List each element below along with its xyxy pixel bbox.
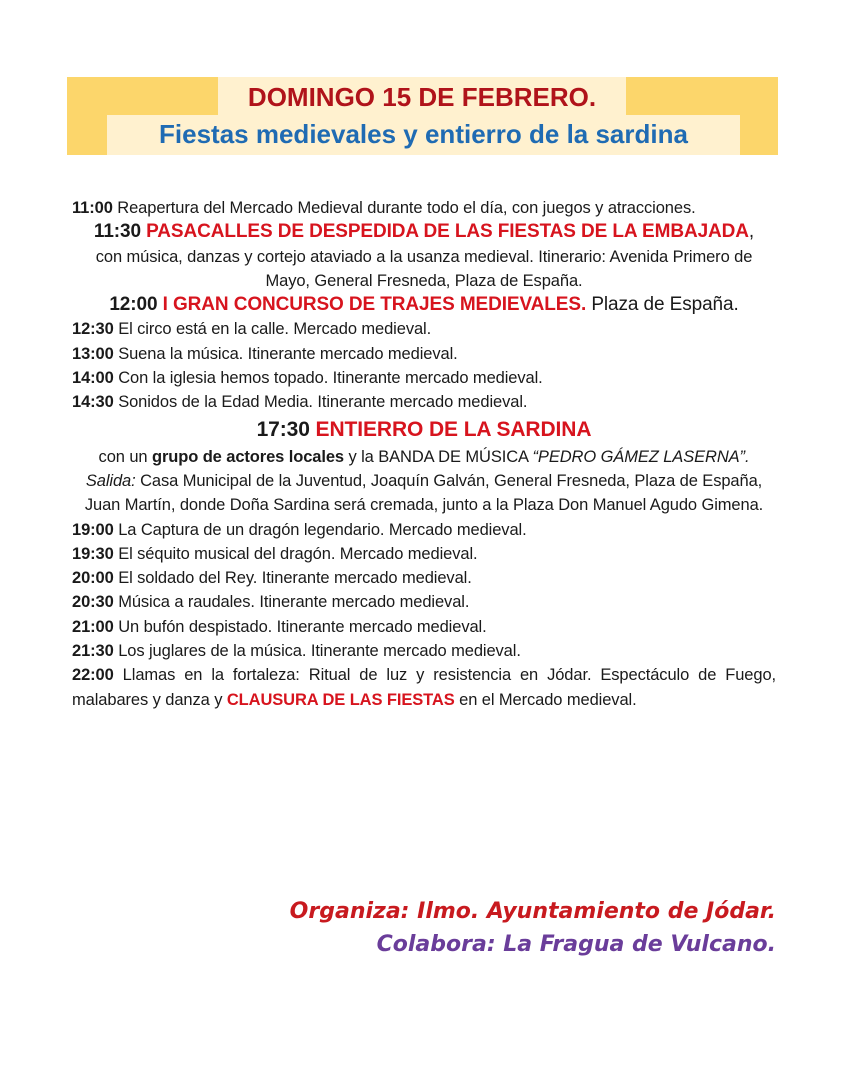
schedule-item: 22:00 Llamas en la fortaleza: Ritual de luz y resistencia en Jódar. Espectáculo de Fuego, malabares y danza y CLAUSURA DE LAS FIESTAS en el Mercado medieval. xyxy=(72,666,777,709)
credits xyxy=(290,895,776,961)
event-highlight: CLAUSURA DE LAS FIESTAS xyxy=(226,690,455,709)
schedule-item: 14:30 Sonidos de la Edad Media. Itinerante mercado medieval. xyxy=(72,393,528,412)
schedule-item: 21:30 Los juglares de la música. Itinerante mercado medieval. xyxy=(72,642,521,661)
schedule-item: 14:00 Con la iglesia hemos topado. Itinerante mercado medieval. xyxy=(72,369,543,388)
schedule-item: 11:00 Reapertura del Mercado Medieval durante todo el día, con juegos y atracciones. xyxy=(72,199,696,217)
event-highlight: I GRAN CONCURSO DE TRAJES MEDIEVALES. xyxy=(162,294,587,316)
event-highlight: PASACALLES DE DESPEDIDA DE LAS FIESTAS DE LA EMBAJADA xyxy=(146,221,749,243)
schedule-item: 20:00 El soldado del Rey. Itinerante mercado medieval. xyxy=(72,569,472,588)
schedule-item: 19:00 La Captura de un dragón legendario. Mercado medieval. xyxy=(72,520,527,539)
collaborator-credit: Colabora: La Fragua de Vulcano. xyxy=(376,932,776,957)
schedule-item-detail: con un grupo de actores locales y la BANDA DE MÚSICA “PEDRO GÁMEZ LASERNA”. Salida: Casa Municipal de la Juventud, Joaquín Galván, General Fresneda, Plaza de España, Juan Martín, donde Doña Sardina será cremada, junto a la Plaza Don Manuel Agudo Gimena. xyxy=(84,447,764,515)
schedule-item-detail: con música, danzas y cortejo ataviado a la usanza medieval. Itinerario: Avenida Primero de Mayo, General Fresneda, Plaza de España. xyxy=(95,247,753,290)
schedule-item: 19:30 El séquito musical del dragón. Mercado medieval. xyxy=(72,544,478,563)
schedule-item-heading: 17:30 ENTIERRO DE LA SARDINA xyxy=(256,417,592,441)
schedule xyxy=(72,196,776,712)
schedule-item: 21:00 Un bufón despistado. Itinerante mercado medieval. xyxy=(72,617,487,636)
schedule-item: 13:00 Suena la música. Itinerante mercado medieval. xyxy=(72,344,458,363)
time: 11:00 xyxy=(72,199,113,217)
event-highlight: ENTIERRO DE LA SARDINA xyxy=(315,417,592,441)
schedule-item: 20:30 Música a raudales. Itinerante mercado medieval. xyxy=(72,593,470,612)
organizer-credit: Organiza: Ilmo. Ayuntamiento de Jódar. xyxy=(289,899,776,924)
page-subtitle: Fiestas medievales y entierro de la sardina xyxy=(107,115,740,155)
schedule-item: 12:30 El circo está en la calle. Mercado medieval. xyxy=(72,320,432,339)
header-banner xyxy=(67,77,778,155)
schedule-item: 12:00 I GRAN CONCURSO DE TRAJES MEDIEVALES. Plaza de España. xyxy=(109,294,739,316)
schedule-item-heading: 11:30 PASACALLES DE DESPEDIDA DE LAS FIESTAS DE LA EMBAJADA, xyxy=(93,221,755,243)
page-title: DOMINGO 15 DE FEBRERO. xyxy=(218,77,626,115)
